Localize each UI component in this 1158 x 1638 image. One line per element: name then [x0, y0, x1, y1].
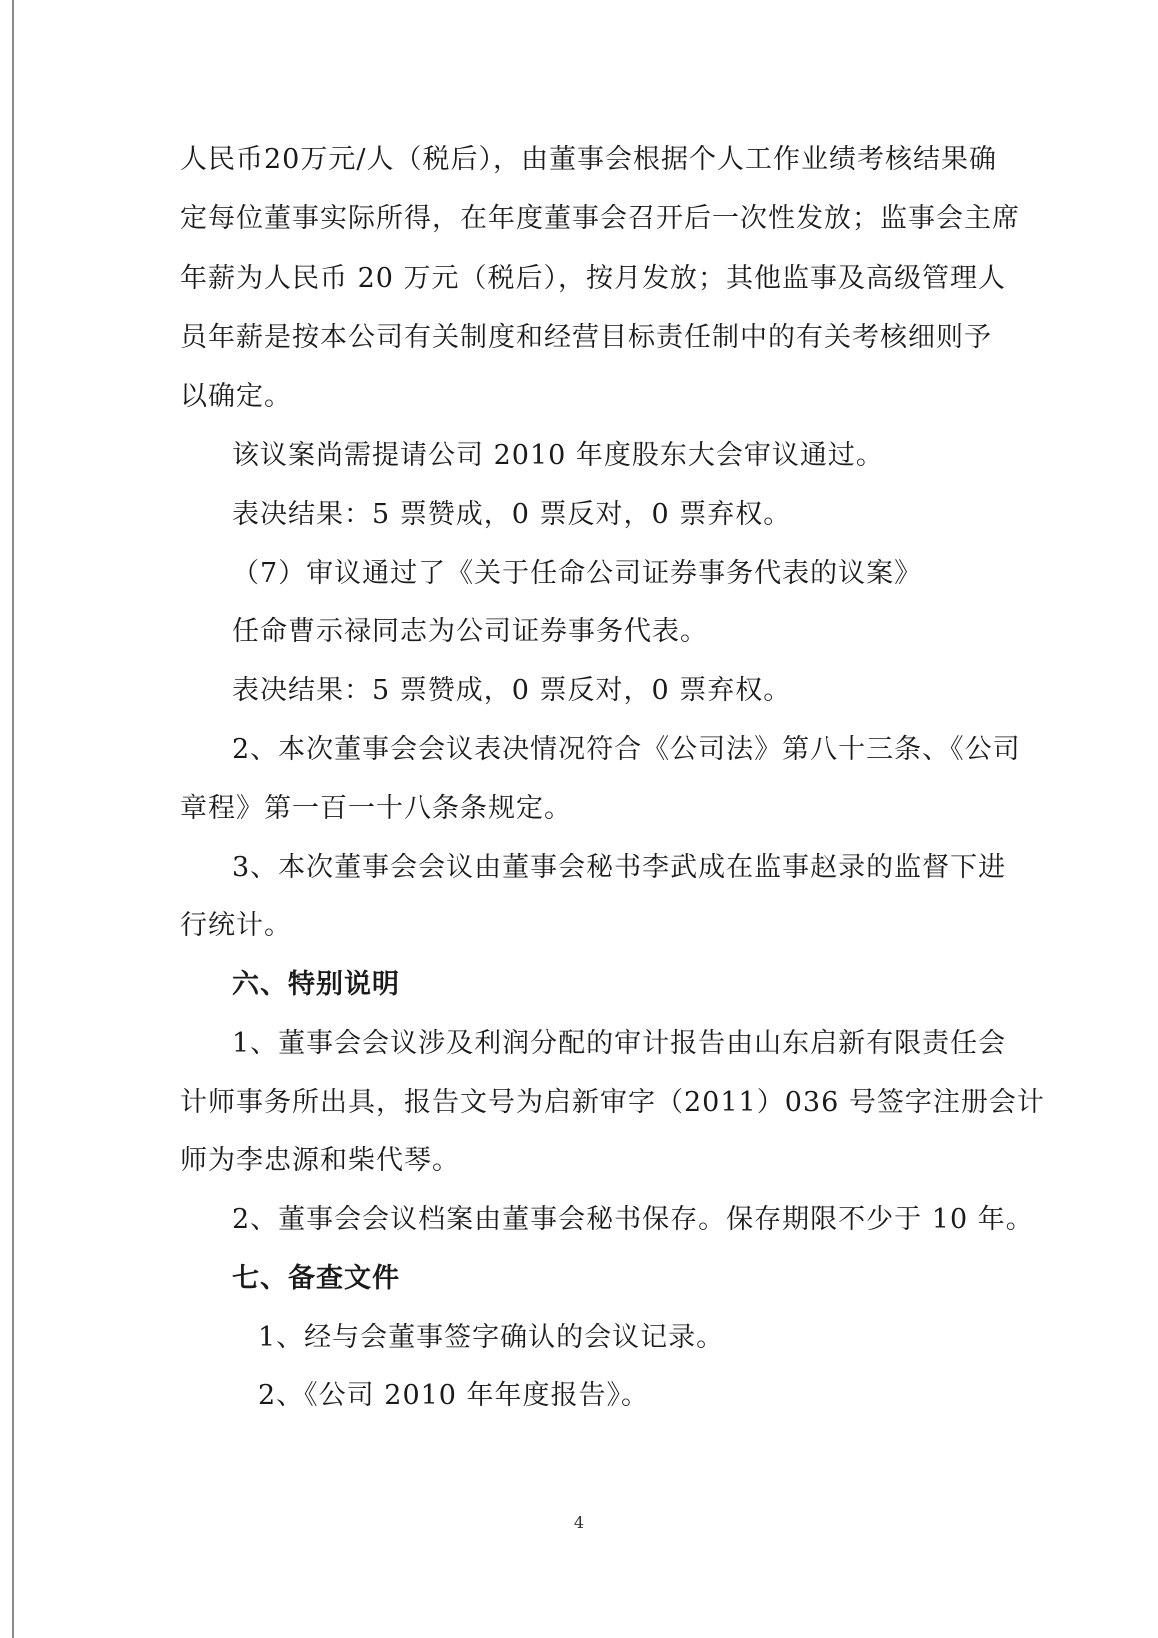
- page-number: 4: [573, 1513, 585, 1532]
- paragraph-line: 以确定。: [180, 381, 292, 412]
- list-item: 2、《公司 2010 年年度报告》。: [258, 1380, 650, 1411]
- paragraph-line: 行统计。: [180, 910, 292, 941]
- paragraph-line: 章程》第一百一十八条条规定。: [180, 793, 572, 824]
- paragraph-line: 人民币20万元/人（税后），由董事会根据个人工作业绩考核结果确: [180, 144, 997, 175]
- vote-result-line: 表决结果：5 票赞成，0 票反对，0 票弃权。: [232, 499, 792, 530]
- paragraph-line: 定每位董事实际所得，在年度董事会召开后一次性发放；监事会主席: [180, 203, 1020, 234]
- resolution-title: （7）审议通过了《关于任命公司证券事务代表的议案》: [232, 558, 923, 589]
- paragraph-line: 计师事务所出具，报告文号为启新审字（2011）036 号签字注册会计: [180, 1087, 1045, 1118]
- list-item: 1、经与会董事签字确认的会议记录。: [258, 1322, 725, 1353]
- paragraph-line: 师为李忠源和柴代琴。: [180, 1145, 460, 1176]
- vote-result-line: 表决结果：5 票赞成，0 票反对，0 票弃权。: [232, 675, 792, 706]
- section-heading: 六、特别说明: [232, 969, 400, 1000]
- paragraph-line: 3、本次董事会会议由董事会秘书李武成在监事赵录的监督下进: [232, 852, 1007, 883]
- paragraph-line: 员年薪是按本公司有关制度和经营目标责任制中的有关考核细则予: [180, 322, 992, 353]
- paragraph-line: 年薪为人民币 20 万元（税后），按月发放；其他监事及高级管理人: [180, 263, 1007, 294]
- paragraph-line: 任命曹示禄同志为公司证券事务代表。: [232, 616, 708, 647]
- paragraph-line: 2、董事会会议档案由董事会秘书保存。保存期限不少于 10 年。: [232, 1204, 1034, 1235]
- paragraph-line: 1、董事会会议涉及利润分配的审计报告由山东启新有限责任会: [232, 1028, 1007, 1059]
- paragraph-line: 2、本次董事会会议表决情况符合《公司法》第八十三条、《公司: [232, 734, 1021, 765]
- section-heading: 七、备查文件: [232, 1263, 400, 1294]
- paragraph-line: 该议案尚需提请公司 2010 年度股东大会审议通过。: [232, 440, 884, 471]
